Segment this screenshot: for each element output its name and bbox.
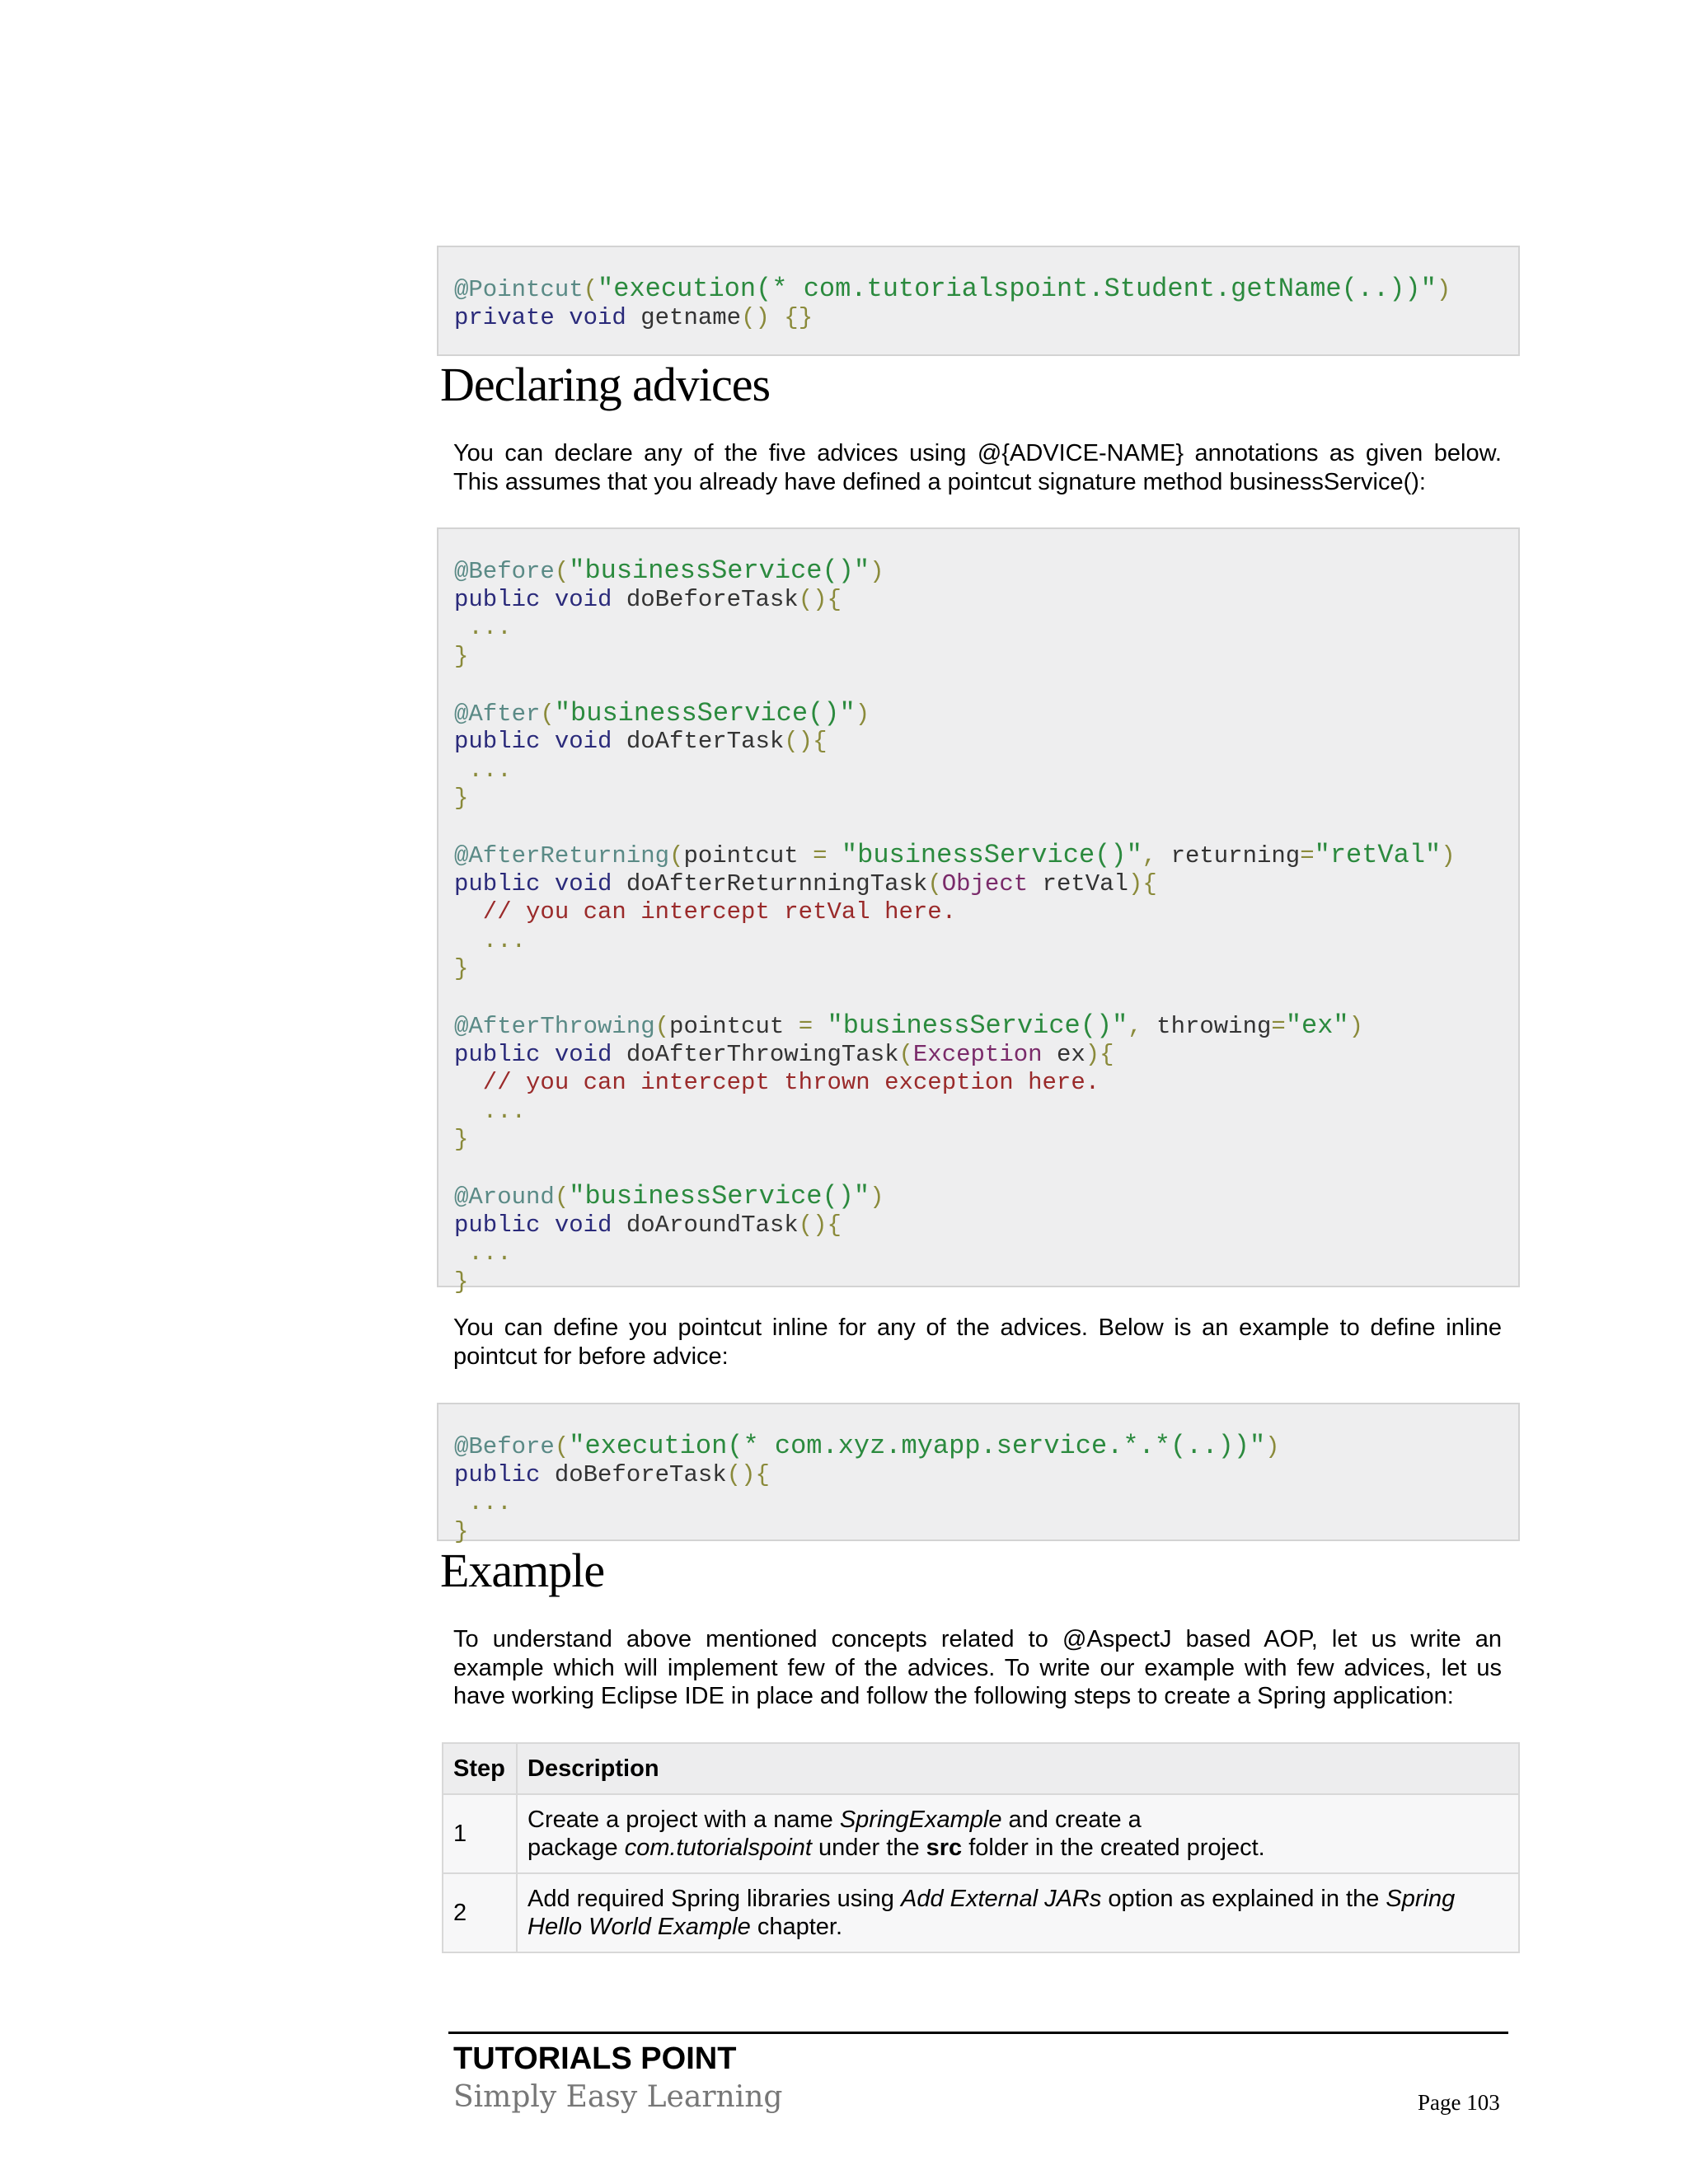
code-token: returning [1156, 842, 1301, 869]
code-line [454, 757, 1518, 785]
code-token: } [454, 955, 469, 982]
step-description [517, 1794, 1519, 1873]
text-run: option as explained in the [1101, 1885, 1386, 1912]
paragraph-line: have working Eclipse IDE in place and follow the following steps to create a Spring application: [453, 1683, 1454, 1709]
code-token: ) [1436, 276, 1451, 303]
italic-text: SpringExample [839, 1806, 1002, 1833]
code-token: private void [454, 303, 626, 331]
code-token: @Around [454, 1183, 555, 1211]
code-token: "businessService()" [841, 840, 1142, 870]
header-description: Description [517, 1743, 1519, 1794]
text-run: folder in the created project. [962, 1835, 1265, 1861]
code-line [454, 1126, 1518, 1155]
text-run: package [528, 1835, 625, 1861]
code-token: ) [1441, 842, 1456, 869]
heading-declaring-advices: Declaring advices [440, 358, 771, 411]
code-token: ( [669, 842, 684, 869]
code-token: ( [554, 1433, 570, 1460]
code-token: Object [941, 869, 1029, 898]
code-token: public void [454, 1040, 612, 1068]
code-token: } [454, 1268, 469, 1296]
code-token: = [1271, 1013, 1286, 1040]
code-token: ( [554, 558, 570, 585]
code-token: } [454, 1126, 469, 1153]
text-run: Add required Spring libraries using [528, 1885, 901, 1912]
code-token: ) [855, 700, 870, 728]
code-token: @Pointcut [454, 276, 584, 303]
code-line [454, 841, 1518, 870]
code-line [454, 728, 1518, 757]
code-token: (){ [798, 585, 842, 613]
code-token: ( [540, 700, 555, 728]
code-token: @Before [454, 1433, 555, 1460]
code-token: } [454, 1517, 469, 1545]
code-token: retVal [1028, 869, 1128, 898]
code-token: public void [454, 869, 612, 898]
code-line [454, 1155, 1518, 1183]
paragraph-line: You can declare any of the five advices using @{ADVICE-NAME} annotations as given below. [453, 440, 1502, 466]
code-token: "ex" [1285, 1010, 1349, 1041]
code-token: throwing [1142, 1013, 1272, 1040]
footer-tagline: Simply Easy Learning [453, 2080, 783, 2114]
code-token: public void [454, 1211, 612, 1239]
code-block-pointcut [437, 246, 1520, 356]
code-token: ) [1348, 1013, 1364, 1040]
code-line [454, 1268, 1518, 1297]
italic-text: com.tutorialspoint [624, 1835, 812, 1861]
code-token: @After [454, 700, 541, 728]
code-token: public void [454, 585, 612, 613]
code-token: pointcut [669, 1013, 799, 1040]
code-token: ( [927, 869, 942, 898]
code-token: () {} [741, 303, 814, 331]
footer-brand: TUTORIALS POINT [453, 2041, 737, 2076]
code-token: = [1300, 842, 1315, 869]
code-token: public [454, 1460, 541, 1488]
code-token: , [1128, 1013, 1142, 1040]
heading-example: Example [440, 1544, 605, 1597]
code-token: "execution(* com.tutorialspoint.Student.getName(..))" [598, 274, 1437, 304]
code-token: ... [454, 1489, 512, 1516]
code-token: // you can intercept thrown exception here. [454, 1069, 1100, 1096]
step-number: 1 [443, 1794, 517, 1873]
code-line [454, 870, 1518, 899]
code-line [454, 1518, 1518, 1547]
step-description [517, 1873, 1519, 1952]
code-token: (){ [798, 1211, 842, 1239]
code-line [454, 898, 1518, 927]
code-token: "businessService()" [569, 1181, 870, 1212]
code-token: ... [454, 756, 512, 784]
code-line [454, 1183, 1518, 1212]
code-token: // you can intercept retVal here. [454, 898, 957, 926]
code-line [454, 1489, 1518, 1518]
code-token: doAfterTask [612, 728, 785, 755]
code-token: ) [870, 1183, 884, 1211]
code-token: Exception [912, 1040, 1043, 1068]
code-line [454, 984, 1518, 1013]
paragraph-example [453, 1625, 1502, 1711]
step-number: 2 [443, 1873, 517, 1952]
code-token: doAfterThrowingTask [612, 1040, 899, 1068]
code-line [454, 1432, 1518, 1461]
code-line [454, 1212, 1518, 1240]
paragraph-declaring-advices [453, 439, 1502, 496]
code-line [454, 643, 1518, 672]
code-token: "retVal" [1314, 840, 1442, 870]
code-token: ... [454, 926, 527, 954]
text-run: chapter. [750, 1914, 843, 1940]
code-token: pointcut [683, 842, 814, 869]
code-token: "businessService()" [554, 697, 856, 729]
code-token: , [1142, 842, 1157, 869]
code-token [813, 1013, 827, 1040]
code-line [454, 813, 1518, 842]
code-token: getname [626, 303, 742, 331]
code-token: ( [898, 1040, 913, 1068]
paragraph-line: pointcut for before advice: [453, 1343, 729, 1370]
code-line [454, 1098, 1518, 1127]
code-line [454, 927, 1518, 956]
italic-text: Spring [1386, 1885, 1456, 1912]
code-token: } [454, 642, 469, 670]
steps-table-header [443, 1743, 1519, 1794]
code-line [454, 304, 1518, 333]
table-row [443, 1794, 1519, 1873]
code-line [454, 697, 1518, 729]
code-token: "businessService()" [569, 555, 870, 586]
code-token: ... [454, 1240, 512, 1267]
code-token: (){ [726, 1460, 770, 1488]
italic-text: Add External JARs [900, 1885, 1102, 1912]
code-line [454, 955, 1518, 984]
page-number: Page 103 [1418, 2090, 1500, 2115]
code-line [454, 614, 1518, 643]
code-token: doBeforeTask [540, 1460, 727, 1488]
code-token: "execution(* com.xyz.myapp.service.*.*(..))" [569, 1431, 1266, 1461]
code-block-inline-pointcut [437, 1403, 1520, 1545]
text-run: under the [811, 1835, 926, 1861]
code-token: (){ [784, 728, 828, 755]
code-line [454, 275, 1518, 304]
code-token: ) [870, 558, 884, 585]
paragraph-line: You can define you pointcut inline for any of the advices. Below is an example to define inline [453, 1315, 1502, 1341]
code-token: ( [654, 1013, 670, 1040]
code-token: doAfterReturnningTask [612, 869, 928, 898]
code-line [454, 1461, 1518, 1490]
code-token [828, 842, 842, 869]
code-line [454, 1012, 1518, 1041]
code-token: ){ [1085, 1040, 1114, 1068]
code-line [454, 557, 1518, 586]
code-line [454, 1041, 1518, 1070]
code-token: ) [1265, 1433, 1280, 1460]
code-token: @Before [454, 558, 555, 585]
code-token: public void [454, 728, 612, 755]
text-run: Create a project with a name [528, 1806, 840, 1833]
code-token: ex [1042, 1040, 1085, 1068]
header-step: Step [443, 1743, 517, 1794]
code-token: = [813, 842, 828, 869]
table-row [443, 1873, 1519, 1952]
code-token: ... [454, 1097, 527, 1125]
paragraph-inline-pointcut [453, 1314, 1502, 1371]
code-line [454, 1069, 1518, 1098]
code-token: ... [454, 614, 512, 641]
italic-text: Hello World Example [528, 1914, 751, 1940]
code-token: ( [554, 1183, 570, 1211]
code-token: ( [583, 276, 598, 303]
code-token: } [454, 785, 469, 812]
code-line [454, 586, 1518, 615]
code-token: @AfterReturning [454, 842, 670, 869]
code-token: doBeforeTask [612, 585, 799, 613]
code-token: "businessService()" [827, 1010, 1128, 1041]
code-line [454, 671, 1518, 700]
bold-text: src [926, 1835, 963, 1861]
paragraph-line: This assumes that you already have defined a pointcut signature method businessService(): [453, 468, 1426, 495]
paragraph-line: example which will implement few of the advices. To write our example with few advices, let us [453, 1654, 1502, 1681]
footer-divider [448, 2032, 1508, 2034]
code-line [454, 1240, 1518, 1268]
code-token: ){ [1128, 869, 1157, 898]
text-run: and create a [1001, 1806, 1142, 1833]
code-block-advices [437, 527, 1520, 1296]
code-token: = [798, 1013, 814, 1040]
code-token: @AfterThrowing [454, 1013, 655, 1040]
steps-table [442, 1742, 1520, 1953]
paragraph-line: To understand above mentioned concepts related to @AspectJ based AOP, let us write an [453, 1626, 1502, 1652]
code-line [454, 785, 1518, 813]
code-token: doAroundTask [612, 1211, 799, 1239]
